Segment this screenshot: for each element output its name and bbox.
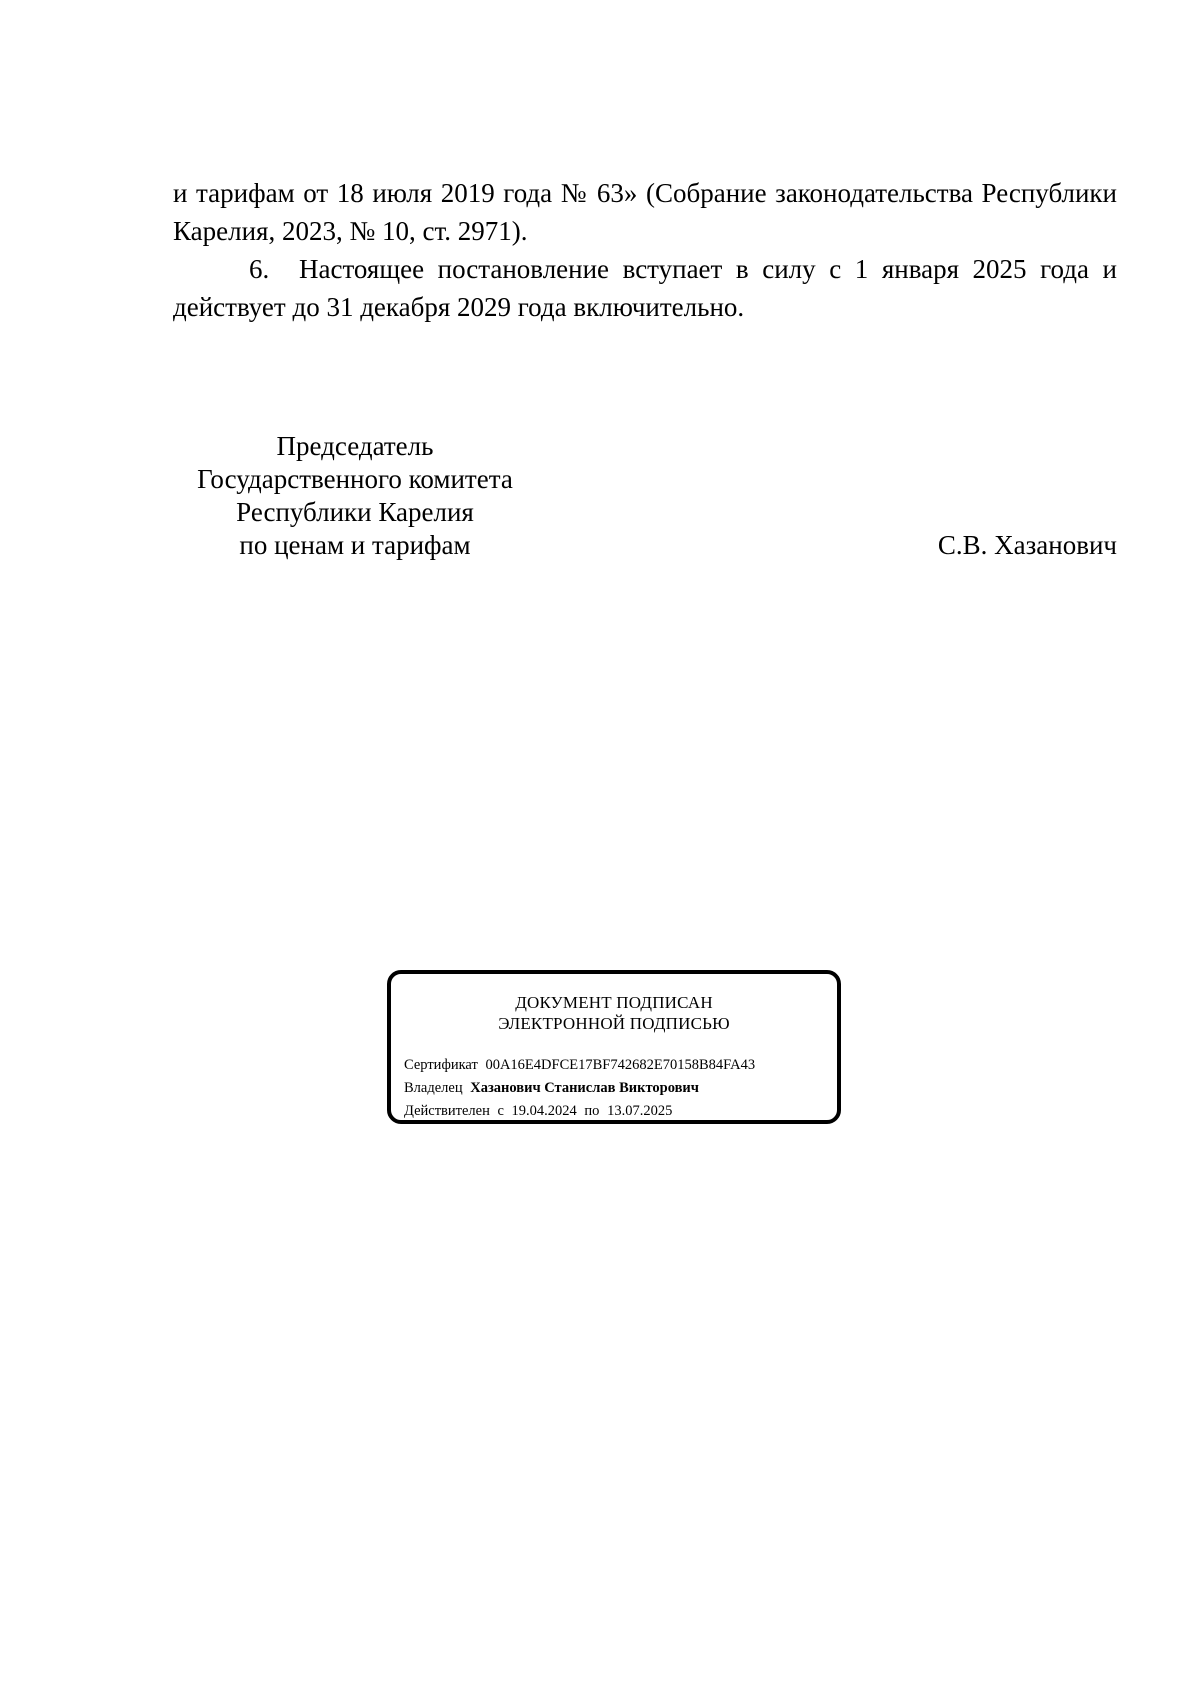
owner-line xyxy=(404,1077,755,1100)
signatory-name: С.В. Хазанович xyxy=(937,530,1117,560)
paragraph-item-6 xyxy=(173,250,1117,326)
document-body xyxy=(173,174,1117,326)
electronic-signature-stamp xyxy=(387,970,841,1124)
position-line: Председатель xyxy=(276,431,434,461)
stamp-heading-line: ДОКУМЕНТ ПОДПИСАН xyxy=(515,993,713,1012)
owner-label: Владелец xyxy=(404,1080,463,1096)
paragraph-text: Настоящее постановление вступает в силу с 1 января 2025 года и действует до 31 декабря 2029 года включительно. xyxy=(173,254,1117,322)
stamp-heading xyxy=(391,992,837,1034)
position-line: Республики Карелия xyxy=(236,497,474,527)
signatory-position xyxy=(173,430,537,562)
stamp-heading-line: ЭЛЕКТРОННОЙ ПОДПИСЬЮ xyxy=(498,1014,730,1033)
paragraph-continuation: и тарифам от 18 июля 2019 года № 63» (Собрание законодательства Республики Карелия, 2023, № 10, ст. 2971). xyxy=(173,178,1117,246)
certificate-label: Сертификат xyxy=(404,1057,478,1073)
validity-to-date: 13.07.2025 xyxy=(607,1103,673,1119)
certificate-line xyxy=(404,1054,755,1077)
position-line: Государственного комитета xyxy=(197,464,513,494)
owner-value: Хазанович Станислав Викторович xyxy=(470,1080,699,1096)
paragraph-number: 6. xyxy=(249,254,270,284)
position-line: по ценам и тарифам xyxy=(239,530,471,560)
validity-from-date: 19.04.2024 xyxy=(511,1103,577,1119)
validity-label: Действителен xyxy=(404,1103,490,1119)
stamp-details xyxy=(404,1054,755,1123)
validity-from-prefix: с xyxy=(497,1103,504,1119)
validity-line xyxy=(404,1100,755,1123)
certificate-value: 00A16E4DFCE17BF742682E70158B84FA43 xyxy=(485,1057,756,1073)
validity-to-prefix: по xyxy=(584,1103,600,1119)
